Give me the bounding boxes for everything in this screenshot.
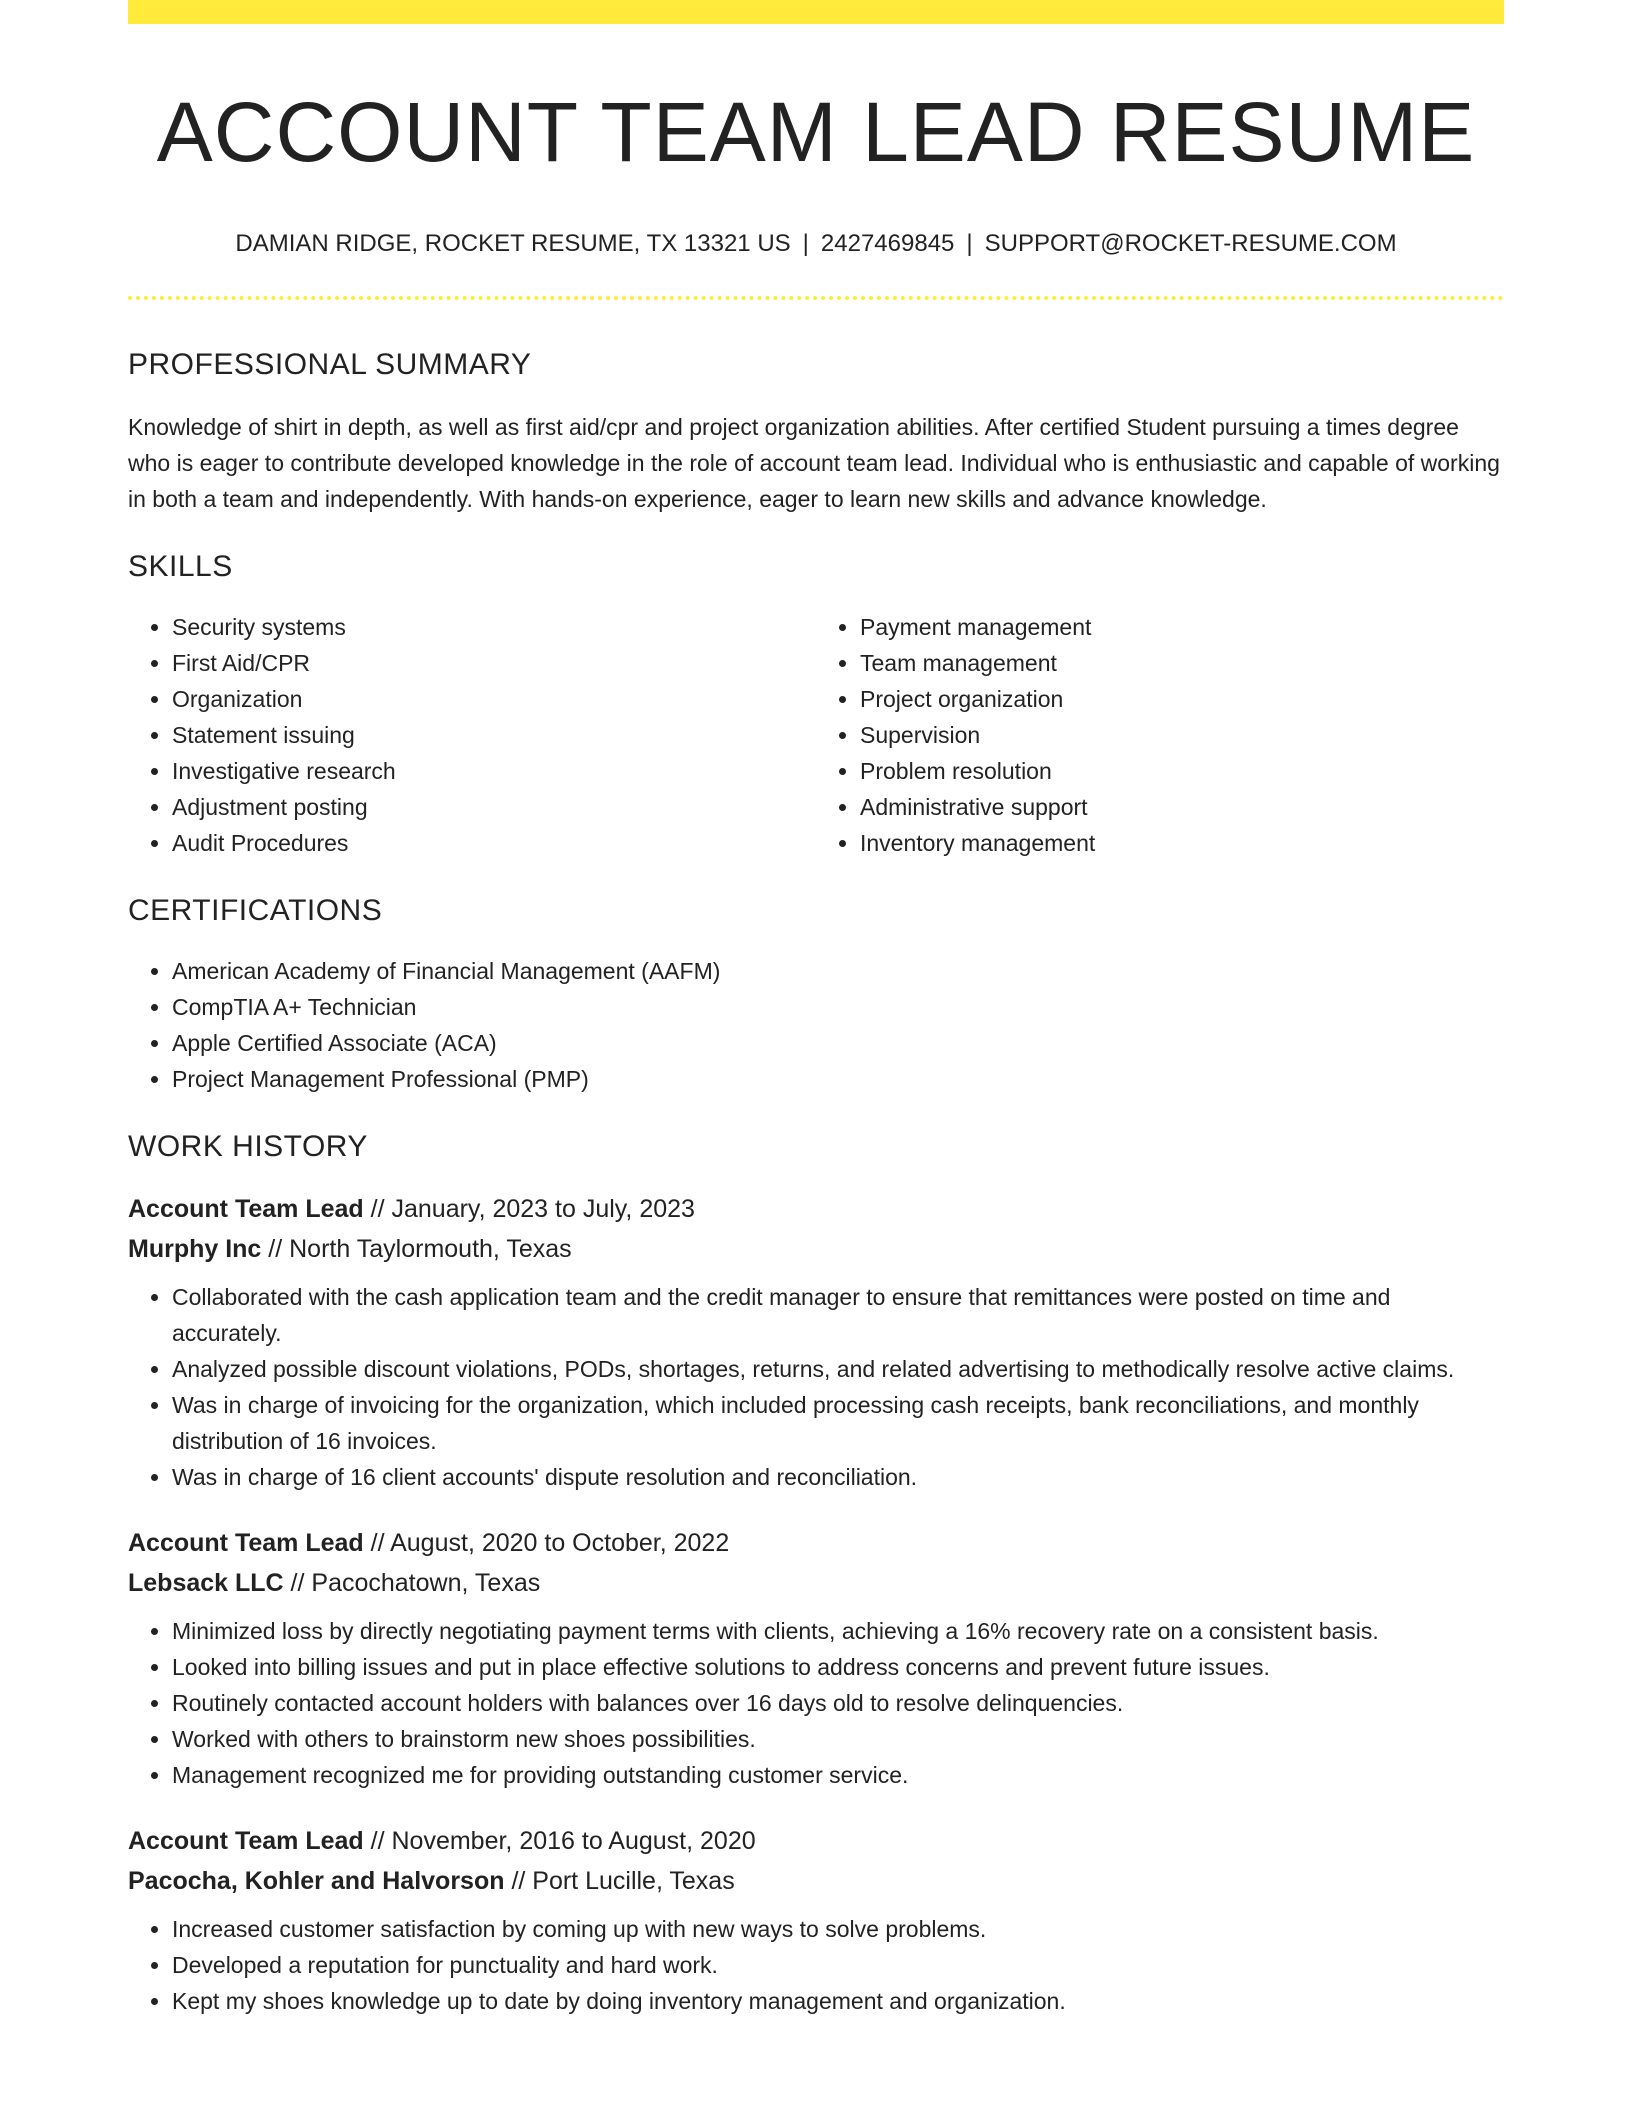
work-history-heading: WORK HISTORY xyxy=(128,1130,368,1164)
skill-item: • Inventory management xyxy=(860,825,1504,861)
certifications-list xyxy=(128,953,1504,1097)
certifications-heading: CERTIFICATIONS xyxy=(128,894,383,928)
skills-left-list xyxy=(128,609,816,861)
job-dates: // November, 2016 to August, 2020 xyxy=(363,1827,756,1856)
certification-item: • Apple Certified Associate (ACA) xyxy=(172,1025,1504,1061)
job-bullet: • Analyzed possible discount violations, PODs, shortages, returns, and related advertising to methodically resolve active claims. xyxy=(172,1351,1504,1387)
contact-address: DAMIAN RIDGE, ROCKET RESUME, TX 13321 US xyxy=(235,230,791,258)
resume-page xyxy=(128,0,1504,2019)
top-accent-bar xyxy=(128,0,1504,24)
summary-text: Knowledge of shirt in depth, as well as first aid/cpr and project organization abilities. After certified Student pursuing a times degree who is eager to contribute developed knowledge in the role of account team lead. Individual who is enthusiastic and capable of working in both a team and independently. With hands-on experience, eager to learn new skills and advance knowledge. xyxy=(128,414,1500,513)
job-bullets xyxy=(128,1279,1504,1495)
skills-columns xyxy=(128,609,1504,861)
skill-item: • Supervision xyxy=(860,717,1504,753)
job-bullet: • Worked with others to brainstorm new shoes possibilities. xyxy=(172,1721,1504,1757)
job-bullet: • Looked into billing issues and put in place effective solutions to address concerns and prevent future issues. xyxy=(172,1649,1504,1685)
job-bullets xyxy=(128,1911,1504,2019)
contact-line xyxy=(128,230,1504,259)
page-title: ACCOUNT TEAM LEAD RESUME xyxy=(156,85,1476,179)
job-bullet: • Minimized loss by directly negotiating payment terms with clients, achieving a 16% recovery rate on a consistent basis. xyxy=(172,1613,1504,1649)
skill-item: • Statement issuing xyxy=(172,717,816,753)
job-company-line xyxy=(128,1563,1504,1603)
job-location: // Port Lucille, Texas xyxy=(504,1867,735,1896)
skill-item: • Team management xyxy=(860,645,1504,681)
job-title-line xyxy=(128,1523,1504,1563)
job-bullet: • Management recognized me for providing outstanding customer service. xyxy=(172,1757,1504,1793)
skill-item: • Organization xyxy=(172,681,816,717)
job-title-line xyxy=(128,1189,1504,1229)
job-role: Account Team Lead xyxy=(128,1529,364,1558)
job-title-line xyxy=(128,1821,1504,1861)
job-bullet: • Was in charge of 16 client accounts' dispute resolution and reconciliation. xyxy=(172,1459,1504,1495)
job-company-line xyxy=(128,1861,1504,1901)
contact-phone: 2427469845 xyxy=(820,230,955,258)
job-bullet: • Collaborated with the cash application team and the credit manager to ensure that remittances were posted on time and accurately. xyxy=(172,1279,1504,1351)
skills-heading: SKILLS xyxy=(128,550,233,584)
job-bullet: • Routinely contacted account holders with balances over 16 days old to resolve delinquencies. xyxy=(172,1685,1504,1721)
dotted-divider xyxy=(128,296,1504,300)
contact-email: SUPPORT@ROCKET-RESUME.COM xyxy=(984,230,1397,258)
job-role: Account Team Lead xyxy=(128,1195,364,1224)
skill-item: • Audit Procedures xyxy=(172,825,816,861)
job-location: // North Taylormouth, Texas xyxy=(261,1235,572,1264)
skill-item: • Investigative research xyxy=(172,753,816,789)
job-company-line xyxy=(128,1229,1504,1269)
job-location: // Pacochatown, Texas xyxy=(283,1569,541,1598)
job-company: Murphy Inc xyxy=(128,1235,262,1264)
job-dates: // January, 2023 to July, 2023 xyxy=(363,1195,695,1224)
job-company: Pacocha, Kohler and Halvorson xyxy=(128,1867,505,1896)
job-role: Account Team Lead xyxy=(128,1827,364,1856)
skills-right-list xyxy=(816,609,1504,861)
skill-item: • Project organization xyxy=(860,681,1504,717)
job-bullet: • Increased customer satisfaction by coming up with new ways to solve problems. xyxy=(172,1911,1504,1947)
summary-heading: PROFESSIONAL SUMMARY xyxy=(128,348,532,382)
skill-item: • First Aid/CPR xyxy=(172,645,816,681)
skill-item: • Adjustment posting xyxy=(172,789,816,825)
job-entry xyxy=(128,1821,1504,2019)
job-bullet: • Kept my shoes knowledge up to date by doing inventory management and organization. xyxy=(172,1983,1504,2019)
job-entry xyxy=(128,1189,1504,1495)
job-dates: // August, 2020 to October, 2022 xyxy=(363,1529,730,1558)
contact-separator: | xyxy=(966,230,973,258)
skill-item: • Administrative support xyxy=(860,789,1504,825)
job-bullets xyxy=(128,1613,1504,1793)
skill-item: • Payment management xyxy=(860,609,1504,645)
job-entry xyxy=(128,1523,1504,1793)
certification-item: • CompTIA A+ Technician xyxy=(172,989,1504,1025)
certification-item: • Project Management Professional (PMP) xyxy=(172,1061,1504,1097)
skill-item: • Security systems xyxy=(172,609,816,645)
job-company: Lebsack LLC xyxy=(128,1569,284,1598)
contact-separator: | xyxy=(802,230,809,258)
certification-item: • American Academy of Financial Management (AAFM) xyxy=(172,953,1504,989)
job-bullet: • Developed a reputation for punctuality and hard work. xyxy=(172,1947,1504,1983)
skill-item: • Problem resolution xyxy=(860,753,1504,789)
job-bullet: • Was in charge of invoicing for the organization, which included processing cash receipts, bank reconciliations, and monthly distribution of 16 invoices. xyxy=(172,1387,1504,1459)
